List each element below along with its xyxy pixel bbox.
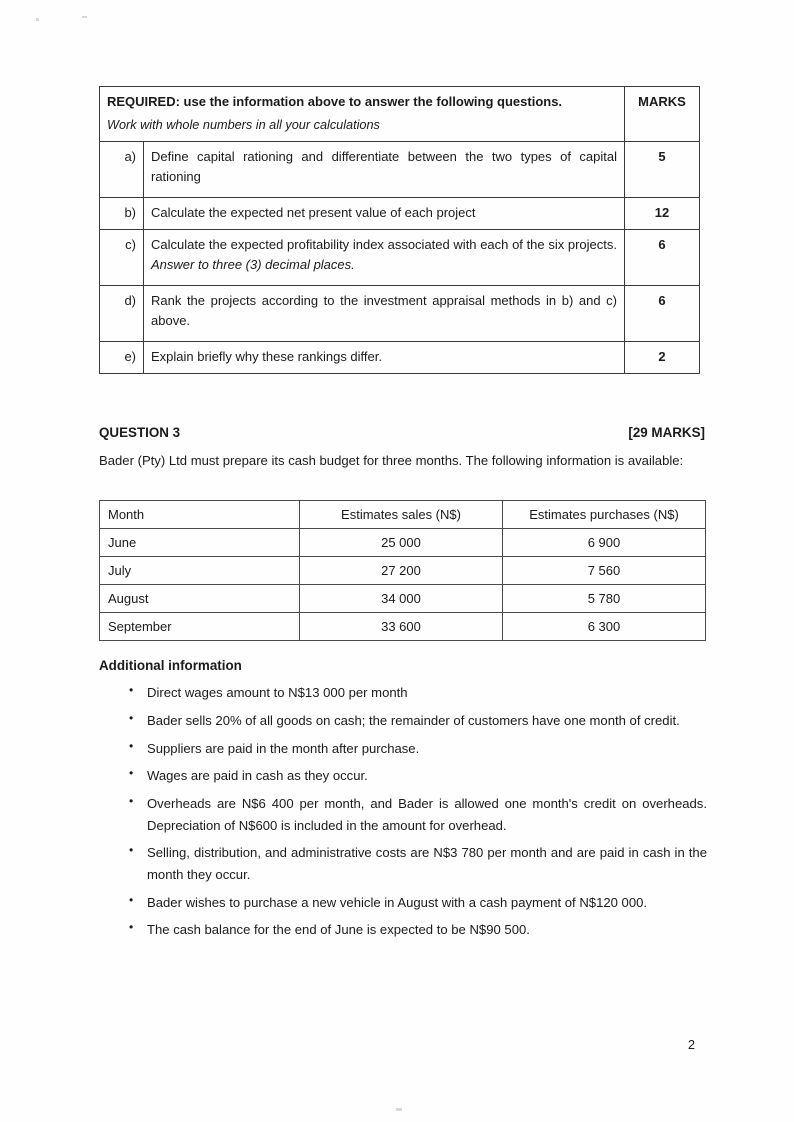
table-row [100, 585, 706, 613]
table-row [100, 229, 700, 285]
question3-title: QUESTION 3 [99, 425, 181, 440]
row-marks-d: 6 [625, 285, 700, 341]
list-item: • Overheads are N$6 400 per month, and Bader is allowed one month's credit on overheads. Depreciation of N$600 is included in the amount for overhead. [99, 793, 707, 836]
est-cell-purchases: 6 300 [503, 613, 706, 641]
scan-speck [82, 16, 87, 18]
row-label-e: e) [100, 341, 144, 373]
table-row [100, 529, 706, 557]
required-header-text: REQUIRED: use the information above to answer the following questions. [107, 94, 563, 109]
table-row [100, 285, 700, 341]
table-row-header [100, 501, 706, 529]
table-row [100, 142, 700, 198]
table-row [100, 557, 706, 585]
scan-speck [396, 1108, 402, 1111]
required-header-cell [100, 87, 625, 142]
list-item: • Selling, distribution, and administrative costs are N$3 780 per month and are paid in cash in the month they occur. [99, 842, 707, 885]
list-item: • Bader sells 20% of all goods on cash; the remainder of customers have one month of credit. [99, 710, 707, 731]
est-cell-purchases: 7 560 [503, 557, 706, 585]
row-text-d: Rank the projects according to the investment appraisal methods in b) and c) above. [144, 285, 625, 341]
row-text-c-main: Calculate the expected profitability index associated with each of the six projects. [151, 236, 618, 252]
table-row [100, 198, 700, 230]
est-cell-month: September [100, 613, 300, 641]
est-col-month: Month [100, 501, 300, 529]
row-label-a: a) [100, 142, 144, 198]
scan-speck [36, 18, 39, 21]
est-cell-sales: 34 000 [300, 585, 503, 613]
row-marks-e: 2 [625, 341, 700, 373]
required-header-subtext: Work with whole numbers in all your calculations [107, 117, 380, 132]
list-item: • Direct wages amount to N$13 000 per month [99, 682, 707, 703]
est-cell-purchases: 6 900 [503, 529, 706, 557]
page-number: 2 [688, 1038, 696, 1052]
est-cell-sales: 25 000 [300, 529, 503, 557]
table-row [100, 341, 700, 373]
row-text-e: Explain briefly why these rankings differ. [144, 341, 625, 373]
est-col-sales: Estimates sales (N$) [300, 501, 503, 529]
question3-heading [99, 425, 705, 440]
row-label-d: d) [100, 285, 144, 341]
list-item: • The cash balance for the end of June is expected to be N$90 500. [99, 919, 707, 940]
row-text-c-italic: Answer to three (3) decimal places. [151, 256, 355, 272]
est-cell-month: June [100, 529, 300, 557]
list-item: • Suppliers are paid in the month after purchase. [99, 738, 707, 759]
table-row [100, 613, 706, 641]
question3-marks: [29 MARKS] [628, 425, 705, 440]
question3-intro: Bader (Pty) Ltd must prepare its cash budget for three months. The following information is available: [99, 453, 684, 468]
required-questions-table [99, 86, 700, 374]
est-cell-month: July [100, 557, 300, 585]
est-col-purchases: Estimates purchases (N$) [503, 501, 706, 529]
row-text-a: Define capital rationing and differentiate between the two types of capital rationing [144, 142, 625, 198]
row-text-c [144, 229, 625, 285]
marks-header-cell: MARKS [625, 87, 700, 142]
table-row-header [100, 87, 700, 142]
row-marks-c: 6 [625, 229, 700, 285]
list-item: • Bader wishes to purchase a new vehicle in August with a cash payment of N$120 000. [99, 892, 707, 913]
row-marks-b: 12 [625, 198, 700, 230]
est-cell-sales: 27 200 [300, 557, 503, 585]
row-marks-a: 5 [625, 142, 700, 198]
est-cell-month: August [100, 585, 300, 613]
list-item: • Wages are paid in cash as they occur. [99, 765, 707, 786]
additional-information-list [99, 682, 707, 947]
row-label-b: b) [100, 198, 144, 230]
row-text-b: Calculate the expected net present value of each project [144, 198, 625, 230]
est-cell-sales: 33 600 [300, 613, 503, 641]
estimates-table [99, 500, 706, 641]
est-cell-purchases: 5 780 [503, 585, 706, 613]
additional-information-heading: Additional information [99, 658, 242, 673]
row-label-c: c) [100, 229, 144, 285]
